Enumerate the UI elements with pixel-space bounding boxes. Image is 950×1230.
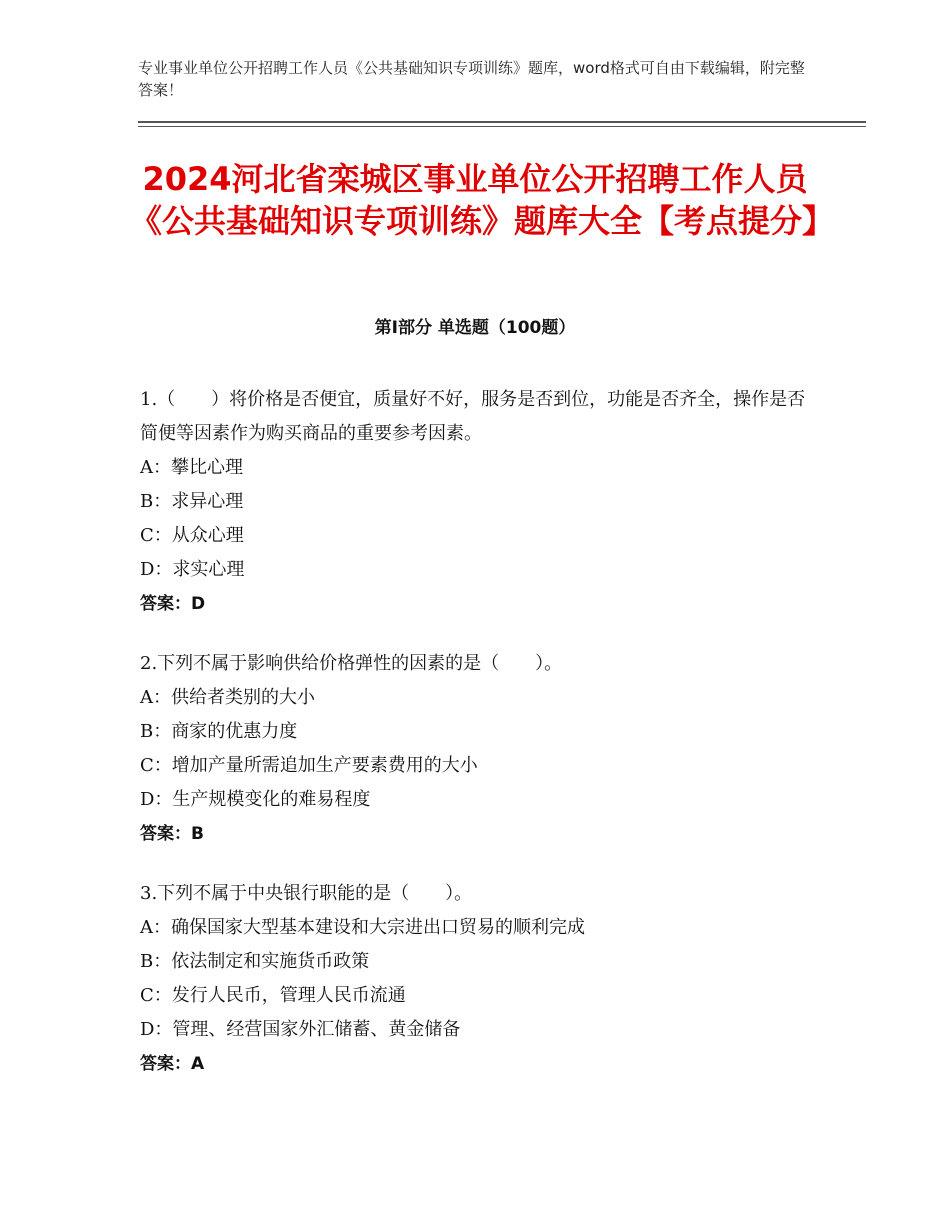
answer-label: 答案：B — [140, 824, 204, 844]
option-c: C：增加产量所需追加生产要素费用的大小 — [140, 755, 478, 776]
question-item — [140, 647, 810, 851]
question-item — [140, 877, 810, 1081]
question-list — [140, 383, 810, 1107]
option-a: A：供给者类别的大小 — [140, 687, 315, 708]
answer-label: 答案：D — [140, 594, 206, 614]
option-d: D：求实心理 — [140, 559, 245, 580]
document-title: 2024河北省栾城区事业单位公开招聘工作人员《公共基础知识专项训练》题库大全【考点提分】 — [130, 160, 835, 240]
header-note: 专业事业单位公开招聘工作人员《公共基础知识专项训练》题库，word格式可自由下载编辑，附完整答案！ — [138, 59, 805, 99]
option-a: A：攀比心理 — [140, 457, 243, 478]
option-d: D：生产规模变化的难易程度 — [140, 789, 371, 810]
option-b: B：依法制定和实施货币政策 — [140, 951, 370, 972]
section-title: 第Ⅰ部分 单选题（100题） — [374, 318, 576, 338]
option-b: B：商家的优惠力度 — [140, 721, 298, 742]
question-stem: 2.下列不属于影响供给价格弹性的因素的是（ ）。 — [140, 653, 563, 674]
option-a: A：确保国家大型基本建设和大宗进出口贸易的顺利完成 — [140, 917, 585, 938]
option-d: D：管理、经营国家外汇储蓄、黄金储备 — [140, 1019, 461, 1040]
question-stem: 3.下列不属于中央银行职能的是（ ）。 — [140, 883, 473, 904]
option-b: B：求异心理 — [140, 491, 244, 512]
question-item — [140, 383, 810, 621]
question-stem: 1.（ ）将价格是否便宜，质量好不好，服务是否到位，功能是否齐全，操作是否简便等因素作为购买商品的重要参考因素。 — [140, 389, 806, 444]
answer-label: 答案：A — [140, 1054, 205, 1074]
header-divider — [138, 121, 866, 127]
option-c: C：从众心理 — [140, 525, 244, 546]
option-c: C：发行人民币，管理人民币流通 — [140, 985, 406, 1006]
